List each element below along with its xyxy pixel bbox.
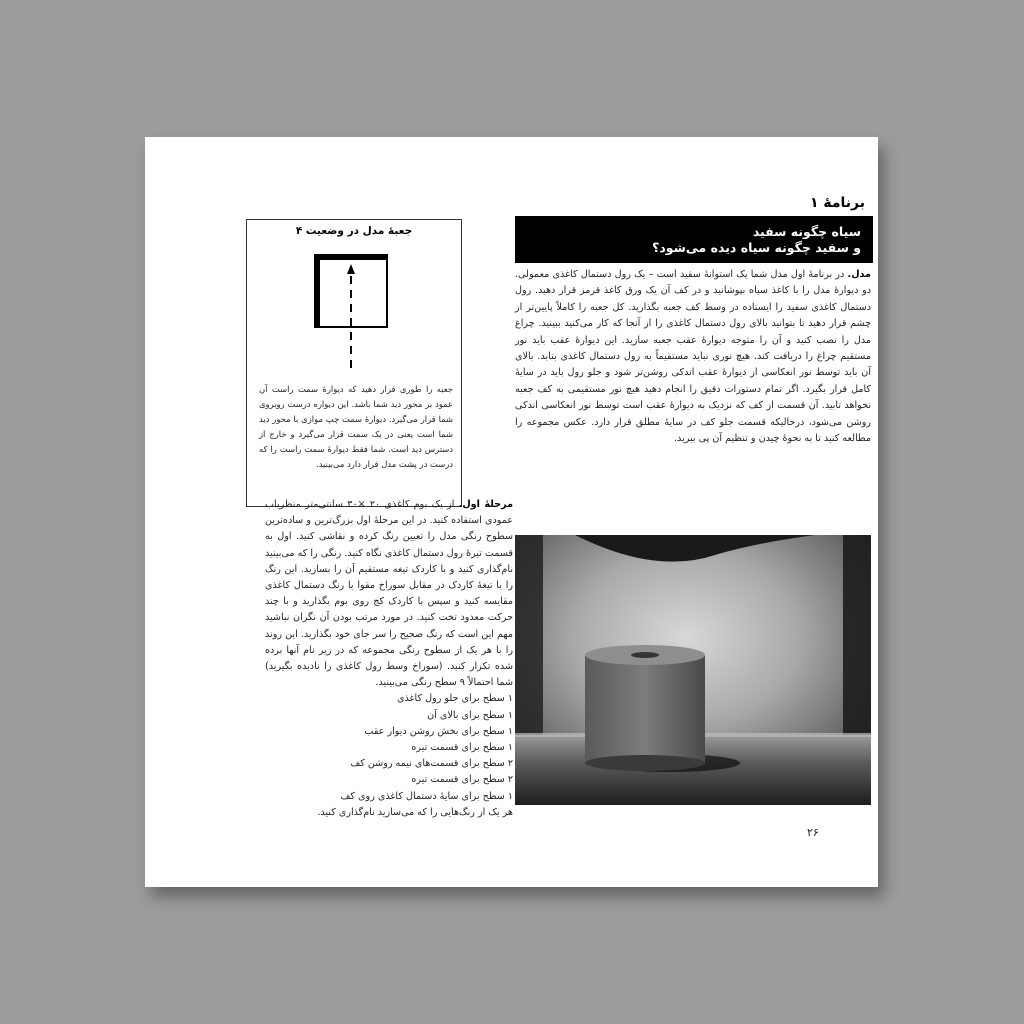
list-item: ۱ سطح برای قسمت تیره bbox=[411, 742, 513, 754]
list-item: ۱ سطح برای بخش روشن دیوار عقب bbox=[364, 725, 513, 737]
list-item: ۱ سطح برای سایهٔ دستمال کاغذی روی کف bbox=[340, 790, 513, 802]
paper-roll-photo bbox=[515, 535, 871, 805]
model-photo bbox=[515, 535, 871, 805]
stage-lead: مرحلهٔ اول. bbox=[458, 499, 514, 510]
model-box-diagram bbox=[247, 220, 461, 380]
book-page bbox=[145, 137, 878, 887]
model-lead: مدل. bbox=[847, 269, 871, 280]
color-plane-list bbox=[265, 691, 513, 821]
figure-caption: جعبه را طوری قرار دهید که دیوارهٔ سمت راست آن عمود بر محور دید شما باشد. این دیواره درست روبروی شما قرار می‌گیرد. دیوارهٔ سمت چپ موازی با محور دید شما است یعنی در یک سمت قرار می‌گیرد و خارج از دسترس دید است. شما فقط دیوارهٔ سمت راست را که درست در پشت مدل قرار دارد می‌بینید. bbox=[259, 384, 453, 469]
title-line-1: سیاه چگونه سفید bbox=[752, 224, 861, 239]
title-line-2: و سفید چگونه سیاه دیده می‌شود؟ bbox=[652, 240, 861, 255]
stage-one-paragraph bbox=[265, 497, 513, 691]
page-number: ۲۶ bbox=[807, 826, 819, 839]
figure-box bbox=[246, 219, 462, 507]
list-item: ۱ سطح برای بالای آن bbox=[427, 709, 513, 721]
program-label: برنامهٔ ۱ bbox=[809, 195, 865, 211]
stage-one-section bbox=[265, 497, 513, 821]
chapter-title-bar bbox=[515, 216, 873, 263]
figure-title: جعبهٔ مدل در وضعیت ۴ bbox=[295, 225, 413, 237]
list-item: ۲ سطح برای قسمت‌های نیمه روشن کف bbox=[350, 758, 513, 770]
model-text: در برنامهٔ اول مدل شما یک استوانهٔ سفید است – یک رول دستمال کاغذی معمولی. دو دیوارهٔ مدل را با کاغذ سیاه بپوشانید و در کف آن یک ورق کاغذ قرمز قرار دهید. رول دستمال کاغذی سفید را ایستاده در وسط کف جعبه بگذارید. کل جعبه را کاملاً پایین‌تر از چشم قرار دهید تا بتوانید بالای رول دستمال کاغذی را از آنجا که کار می‌کنید ببینید. چراغ مدل را نصب کنید و آن را متوجه دیوارهٔ عقب جعبه سازید. این دیوارهٔ عقب باید نور مستقیم چراغ را دریافت کند. هیچ نوری نباید مستقیماً به رول دستمال کاغذی بتابد. بالای آن باید توسط نور انعکاسی از دیوارهٔ عقب اندکی روشن‌تر شود و جلو رول باید در سایهٔ کامل قرار بگیرد. اگر تمام دستورات دقیق را انجام دهید هیچ نور مستقیمی به کف جعبه نخواهد تابید. آن قسمت از کف که نزدیک به دیوارهٔ عقب است توسط نور انعکاسی اندکی روشن می‌شود، درحالیکه قسمت جلو کف در سایهٔ مطلق قرار دارد. عکس مجموعه را مطالعه کنید تا به نحوهٔ چیدن و تنظیم آن پی ببرید. bbox=[515, 269, 871, 445]
model-paragraph bbox=[515, 267, 871, 447]
list-item: ۱ سطح برای جلو رول کاغذی bbox=[397, 693, 513, 705]
stage-text: از یک بوم کاغذی ۲۰ ×۳۰ سانتی‌متر منظریاب عمودی استفاده کنید. در این مرحلهٔ اول بزرگ‌ترین و ساده‌ترین سطوح رنگی مدل را تعیین رنگ کرده و نقاشی کنید. اول به قسمت تیرهٔ رول دستمال کاغذی نگاه کنید. رنگی را که می‌بینید نام‌گذاری کنید و با کاردک تیغه مستقیم آن را بسازید. این رنگ را با تیغهٔ کاردک در مقابل سوراخ مقوا با رنگ دستمال کاغذی مقایسه کنید و سپس با کاردک کج روی بوم بگذارید و با چند حرکت معدود تخت کنید. در مورد مرتب بودن آن نگران نباشید مهم این است که رنگ صحیح را سر جای خود بگذارید. این روند را با هر یک از سطوح رنگی مجموعه که در زیر نام آنها برده شده تکرار کنید. (سوراخ وسط رول کاغذی را نادیده بگیرید) شما احتمالاً ۹ سطح رنگی می‌بینید. bbox=[265, 499, 513, 689]
list-closing: هر یک از رنگ‌هایی را که می‌سازید نام‌گذاری کنید. bbox=[317, 806, 513, 818]
list-item: ۲ سطح برای قسمت تیره bbox=[411, 774, 513, 786]
